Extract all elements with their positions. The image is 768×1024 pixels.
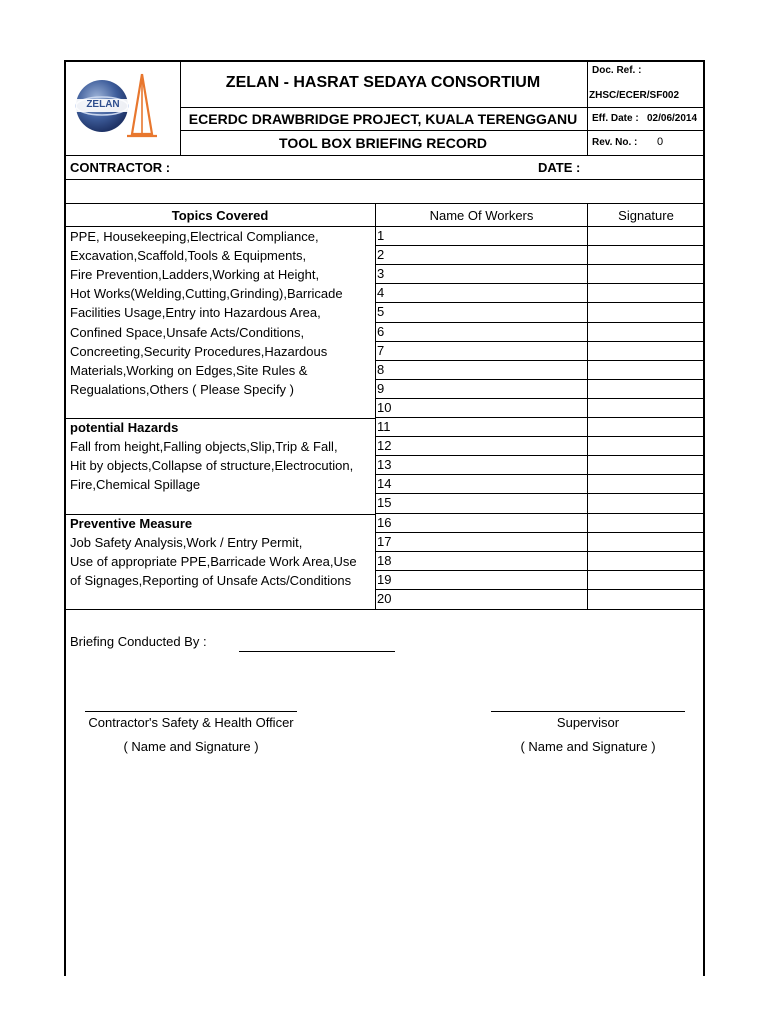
worker-row-number: 2 bbox=[377, 247, 385, 263]
table-bottom-border bbox=[64, 609, 705, 610]
header-project-underline bbox=[180, 130, 704, 131]
col-header-workers: Name Of Workers bbox=[429, 208, 534, 223]
signature-cell[interactable] bbox=[589, 437, 702, 455]
worker-row-number: 4 bbox=[377, 285, 385, 301]
officer-name-signature: ( Name and Signature ) bbox=[123, 739, 259, 754]
worker-row-number: 19 bbox=[377, 571, 392, 587]
worker-row-number: 10 bbox=[377, 399, 392, 415]
worker-row-number: 11 bbox=[377, 419, 391, 434]
worker-row-number: 7 bbox=[377, 342, 385, 358]
logo-wordmark: ZELAN bbox=[86, 99, 120, 110]
worker-name-cell[interactable] bbox=[392, 437, 586, 455]
worker-name-cell[interactable] bbox=[392, 284, 586, 302]
project-name: ECERDC DRAWBRIDGE PROJECT, KUALA TERENGGANU bbox=[188, 111, 578, 127]
worker-name-cell[interactable] bbox=[392, 361, 586, 379]
eff-date-value: 02/06/2014 bbox=[647, 113, 698, 124]
signature-cell[interactable] bbox=[589, 494, 702, 512]
worker-row-number: 3 bbox=[377, 266, 385, 282]
frame-top-border bbox=[64, 60, 705, 62]
worker-name-cell[interactable] bbox=[392, 265, 586, 283]
worker-row-number: 8 bbox=[377, 361, 385, 377]
topics-section-separator-2 bbox=[64, 514, 376, 515]
topic-text-line: Confined Space,Unsafe Acts/Conditions, bbox=[70, 324, 305, 340]
header-company-underline bbox=[180, 107, 704, 108]
worker-row-number: 16 bbox=[377, 514, 392, 530]
signature-cell[interactable] bbox=[589, 246, 702, 264]
worker-row-number: 6 bbox=[377, 323, 385, 339]
worker-row-number: 5 bbox=[377, 304, 385, 320]
worker-row-number: 18 bbox=[377, 552, 392, 568]
frame-left-border bbox=[64, 60, 66, 976]
briefing-signature-line[interactable] bbox=[239, 651, 395, 652]
topic-text-line: Use of appropriate PPE,Barricade Work Area,Use bbox=[70, 554, 357, 570]
supervisor-name-signature: ( Name and Signature ) bbox=[520, 739, 656, 754]
signature-cell[interactable] bbox=[589, 533, 702, 551]
signature-cell[interactable] bbox=[589, 399, 702, 417]
topics-section-separator-1 bbox=[64, 418, 376, 419]
blank-row-bottom bbox=[64, 203, 705, 204]
date-label: DATE : bbox=[538, 160, 581, 175]
signature-cell[interactable] bbox=[589, 475, 702, 493]
signature-cell[interactable] bbox=[589, 342, 702, 360]
topic-text-line: Fire,Chemical Spillage bbox=[70, 477, 201, 493]
worker-name-cell[interactable] bbox=[392, 533, 586, 551]
record-title: TOOL BOX BRIEFING RECORD bbox=[279, 135, 487, 151]
topic-text-line: Hot Works(Welding,Cutting,Grinding),Barricade bbox=[70, 286, 343, 302]
contractor-label: CONTRACTOR : bbox=[70, 160, 171, 175]
signature-cell[interactable] bbox=[589, 456, 702, 474]
signature-cell[interactable] bbox=[589, 361, 702, 379]
worker-name-cell[interactable] bbox=[392, 552, 586, 570]
worker-name-cell[interactable] bbox=[392, 514, 586, 532]
contractor-row-bottom bbox=[64, 179, 705, 180]
supervisor-signature-line[interactable] bbox=[491, 711, 685, 712]
worker-row-number: 13 bbox=[377, 457, 392, 473]
topic-text-line: Job Safety Analysis,Work / Entry Permit, bbox=[70, 535, 303, 550]
doc-ref-label: Doc. Ref. : bbox=[592, 65, 642, 76]
signature-cell[interactable] bbox=[589, 380, 702, 398]
topic-text-line: Excavation,Scaffold,Tools & Equipments, bbox=[70, 248, 307, 264]
topic-text-line: Materials,Working on Edges,Site Rules & bbox=[70, 362, 308, 378]
topic-text-line: PPE, Housekeeping,Electrical Compliance, bbox=[70, 229, 319, 244]
rev-no-label: Rev. No. : bbox=[592, 137, 638, 148]
header-meta-divider bbox=[587, 61, 588, 155]
worker-name-cell[interactable] bbox=[392, 475, 586, 493]
topic-text-line: Fall from height,Falling objects,Slip,Trip & Fall, bbox=[70, 439, 338, 454]
worker-name-cell[interactable] bbox=[392, 303, 586, 321]
signature-cell[interactable] bbox=[589, 265, 702, 283]
signature-cell[interactable] bbox=[589, 552, 702, 570]
worker-row-number: 12 bbox=[377, 438, 392, 454]
briefing-conducted-label: Briefing Conducted By : bbox=[70, 634, 207, 649]
hazards-title: potential Hazards bbox=[70, 420, 179, 435]
worker-name-cell[interactable] bbox=[392, 246, 586, 264]
officer-label: Contractor's Safety & Health Officer bbox=[88, 715, 294, 730]
worker-name-cell[interactable] bbox=[392, 456, 586, 474]
worker-name-cell[interactable] bbox=[392, 418, 586, 436]
header-bottom-border bbox=[64, 155, 705, 156]
worker-name-cell[interactable] bbox=[392, 399, 586, 417]
signature-cell[interactable] bbox=[589, 284, 702, 302]
col-header-topics: Topics Covered bbox=[171, 208, 269, 223]
topic-text-line: Concreeting,Security Procedures,Hazardous bbox=[70, 343, 328, 359]
signature-cell[interactable] bbox=[589, 514, 702, 532]
signature-cell[interactable] bbox=[589, 418, 702, 436]
worker-row-number: 17 bbox=[377, 533, 392, 549]
worker-name-cell[interactable] bbox=[392, 323, 586, 341]
worker-row-number: 14 bbox=[377, 476, 392, 492]
col-header-signature: Signature bbox=[618, 208, 674, 223]
worker-name-cell[interactable] bbox=[392, 342, 586, 360]
signature-cell[interactable] bbox=[589, 571, 702, 589]
worker-name-cell[interactable] bbox=[392, 590, 586, 608]
worker-name-cell[interactable] bbox=[392, 494, 586, 512]
supervisor-label: Supervisor bbox=[556, 715, 620, 730]
topic-text-line: Fire Prevention,Ladders,Working at Height, bbox=[70, 267, 320, 283]
officer-signature-line[interactable] bbox=[85, 711, 297, 712]
signature-cell[interactable] bbox=[589, 323, 702, 341]
topic-text-line: of Signages,Reporting of Unsafe Acts/Conditions bbox=[70, 573, 352, 589]
signature-cell[interactable] bbox=[589, 590, 702, 608]
worker-name-cell[interactable] bbox=[392, 227, 586, 245]
doc-ref-value: ZHSC/ECER/SF002 bbox=[589, 90, 680, 101]
signature-cell[interactable] bbox=[589, 227, 702, 245]
topic-text-line: Regualations,Others ( Please Specify ) bbox=[70, 381, 294, 397]
worker-name-cell[interactable] bbox=[392, 571, 586, 589]
preventive-title: Preventive Measure bbox=[70, 516, 193, 531]
topic-text-line: Hit by objects,Collapse of structure,Electrocution, bbox=[70, 458, 354, 474]
header-logo-divider bbox=[180, 61, 181, 155]
worker-name-cell[interactable] bbox=[392, 380, 586, 398]
rev-no-value: 0 bbox=[657, 136, 664, 148]
topic-text-line: Facilities Usage,Entry into Hazardous Area, bbox=[70, 305, 321, 321]
zelan-logo bbox=[72, 70, 177, 150]
company-name: ZELAN - HASRAT SEDAYA CONSORTIUM bbox=[225, 74, 541, 91]
worker-row-number: 20 bbox=[377, 590, 392, 606]
signature-cell[interactable] bbox=[589, 303, 702, 321]
worker-row-number: 15 bbox=[377, 495, 392, 511]
eff-date-label: Eff. Date : bbox=[592, 113, 639, 124]
worker-row-number: 9 bbox=[377, 380, 385, 396]
frame-right-border bbox=[703, 60, 705, 976]
worker-row-number: 1 bbox=[377, 228, 385, 243]
